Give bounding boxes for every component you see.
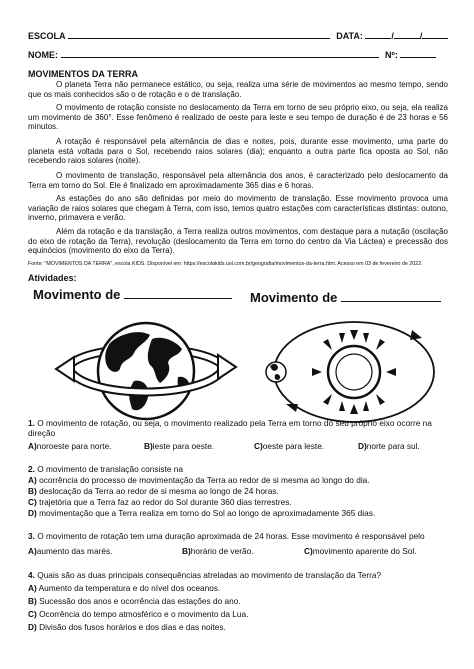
movement-label-right-text: Movimento de <box>250 290 338 305</box>
school-blank <box>68 30 330 39</box>
movement-label-right <box>250 290 441 305</box>
q3-option-a[interactable]: A) aumento das marés. <box>28 546 113 556</box>
q2-option-b[interactable]: B) deslocação da Terra ao redor de si mesma ao longo de 24 horas. <box>28 486 279 496</box>
question-3 <box>28 531 448 541</box>
date-day-blank <box>365 30 391 39</box>
movement-label-left <box>33 287 232 302</box>
q4-option-a[interactable]: A) Aumento da temperatura e do nível dos oceanos. <box>28 583 221 593</box>
question-2-text: O movimento de translação consiste na <box>37 464 183 474</box>
question-2-number: 2. <box>28 464 35 474</box>
q4-option-c[interactable]: C) Ocorrência do tempo atmosférico e o movimento da Lua. <box>28 609 249 619</box>
header-name-row <box>28 49 436 60</box>
question-4 <box>28 570 448 580</box>
movement-blank-left <box>124 288 232 299</box>
q4-option-d[interactable]: D) Divisão dos fusos horários e dos dias e das noites. <box>28 622 226 632</box>
name-blank <box>61 49 379 58</box>
question-1 <box>28 418 448 438</box>
movement-blank-right <box>341 291 441 302</box>
paragraph-6: Além da rotação e da translação, a Terra realiza outros movimentos, com destaque para a nutação (oscilação do eixo de rotação da Terra), revolução (deslocamento da Terra em torno do centro da Via Láctea) e precessão dos equinócios (movimento do eixo da Terra). <box>28 227 448 256</box>
q2-option-d[interactable]: D) movimentação que a Terra realiza em torno do Sol ao longo de aproximadamente 365 dias. <box>28 508 376 518</box>
q2-option-a[interactable]: A) ocorrência do processo de movimentação da Terra ao redor de si mesma ao longo do dia. <box>28 475 370 485</box>
question-1-number: 1. <box>28 418 35 428</box>
paragraph-3: A rotação é responsável pela alternância de dias e noites, pois, durante esse movimento, uma parte do planeta está voltada para o Sol, recebendo raios solares (dia); enquanto a outra parte fica oposta ao Sol, não recebendo raios solares (noite). <box>28 137 448 166</box>
question-3-number: 3. <box>28 531 35 541</box>
date-month-blank <box>394 30 420 39</box>
question-2 <box>28 464 448 474</box>
paragraph-5: As estações do ano são definidas por meio do movimento de translação. Esse movimento provoca uma variação de raios solares que chegam à Terra, com isso, temos quatro estações com características distintas: outono, inverno, primavera e verão. <box>28 194 448 223</box>
earth-translation-illustration <box>262 312 452 432</box>
source-citation: Fonte: "MOVIMENTOS DA TERRA", escola KIDS. Disponível em: https://escolakids.uol.com.br/geografia/movimentos-da-terra.htm. Acesso em 03 de fevereiro de 2022. <box>28 261 423 267</box>
question-3-text: O movimento de rotação tem uma duração aproximada de 24 horas. Esse movimento é responsável pelo <box>37 531 425 541</box>
date-year-blank <box>422 30 448 39</box>
q4-option-b[interactable]: B) Sucessão dos anos e ocorrência das estações do ano. <box>28 596 241 606</box>
q3-option-b[interactable]: B) horário de verão. <box>182 546 254 556</box>
text-title: MOVIMENTOS DA TERRA <box>28 69 139 79</box>
q1-option-c[interactable]: C) oeste para leste. <box>254 441 325 451</box>
activities-heading: Atividades: <box>28 273 77 283</box>
paragraph-1: O planeta Terra não permanece estático, ou seja, realiza uma série de movimentos ao mesmo tempo, sendo que os mais conhecidos são o de rotação e o de translação. <box>28 80 448 99</box>
question-1-text: O movimento de rotação, ou seja, o movimento realizado pela Terra em torno do seu próprio eixo ocorre na direção <box>28 418 432 438</box>
q3-option-c[interactable]: C) movimento aparente do Sol. <box>304 546 417 556</box>
q1-option-b[interactable]: B) leste para oeste. <box>144 441 215 451</box>
paragraph-2: O movimento de rotação consiste no deslocamento da Terra em torno de seu próprio eixo, ou seja, ela realiza um movimento de 360°. Esse fenômeno é realizado de oeste para leste e seu tempo de duração é de 23 horas e 56 minutos. <box>28 103 448 132</box>
header-school-row: ESCOLA DATA: / / <box>28 30 448 41</box>
number-label: Nº: <box>385 50 398 60</box>
number-blank <box>400 49 436 58</box>
name-label: NOME: <box>28 50 58 60</box>
school-label: ESCOLA <box>28 31 66 41</box>
question-4-number: 4. <box>28 570 35 580</box>
paragraph-4: O movimento de translação, responsável pela alternância dos anos, é caracterizado pelo deslocamento da Terra em torno do Sol. Ele é finalizado em aproximadamente 365 dias e 6 horas. <box>28 171 448 190</box>
movement-label-left-text: Movimento de <box>33 287 121 302</box>
q1-option-d[interactable]: D) norte para sul. <box>358 441 420 451</box>
earth-rotation-illustration <box>50 313 240 423</box>
question-4-text: Quais são as duas principais consequências atreladas ao movimento de translação da Terra? <box>37 570 382 580</box>
q1-option-a[interactable]: A) noroeste para norte. <box>28 441 112 451</box>
date-label: DATA: <box>336 31 363 41</box>
q2-option-c[interactable]: C) trajetória que a Terra faz ao redor do Sol durante 360 dias terrestres. <box>28 497 292 507</box>
